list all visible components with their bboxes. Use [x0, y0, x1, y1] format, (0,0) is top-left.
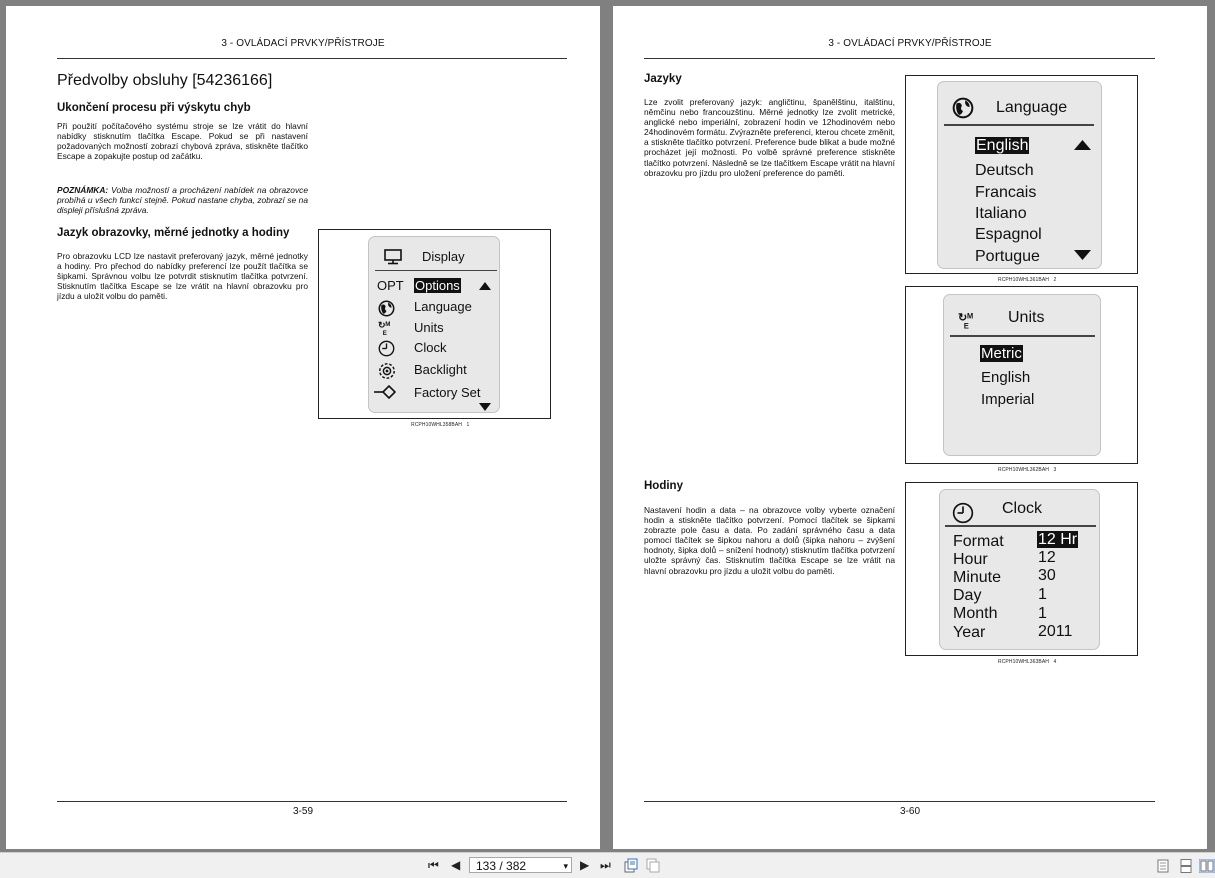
language-item: Francais [975, 184, 1037, 201]
right-page [613, 6, 1207, 849]
left-page [6, 6, 600, 849]
clock-row-value: 1 [1038, 586, 1047, 603]
clock-row-value: 1 [1038, 605, 1047, 622]
continuous-view-icon[interactable] [1180, 859, 1192, 873]
lcd-screen [937, 81, 1102, 269]
lcd-divider [375, 270, 497, 271]
next-page-icon[interactable]: ▶ [580, 858, 590, 872]
chevron-down-icon[interactable]: ▾ [563, 861, 568, 871]
clock-row-label: Year [953, 624, 986, 641]
lcd-title: Display [422, 249, 465, 264]
section-body: Nastavení hodin a data – na obrazovce volby vyberte označení hodin a stiskněte tlačítko potvrzení. Pomocí tlačítek se šipkami zobrazte pole času a data. Po zadání správného času a data pomocí tlačítek se šipkou nahoru a dolů (šipka nahoru – zvýšení hodnoty, šipka dolů – snížení hodnoty) stisknutím tlačítka potvrzení uložte správný čas. Stisknutím tlačítka Escape se lze vrátit na hlavní obrazovku pro jízdu a uložit volbu do paměti. [644, 505, 895, 576]
units-item: Metric [981, 345, 1022, 362]
page-number: 3-60 [899, 806, 920, 817]
footer-rule [644, 801, 1155, 802]
clock-row-value: 12 [1038, 549, 1056, 566]
globe-icon [378, 300, 395, 317]
figure-language-menu [905, 75, 1138, 274]
note [57, 185, 308, 215]
units-item: Imperial [981, 391, 1035, 408]
page-indicator: 133 / 382 [476, 859, 527, 873]
lcd-screen [939, 489, 1100, 650]
page-title: Předvolby obsluhy [54236166] [57, 72, 273, 89]
single-page-view-icon[interactable] [1157, 859, 1169, 873]
globe-icon [952, 97, 974, 119]
language-item: Portugue [975, 248, 1040, 265]
factory-reset-icon [374, 385, 396, 399]
note-text: Volba možností a procházení nabídek na obrazovce probíhá u všech funkcí stejně. Pokud nastane chyba, zobrazí se na displeji příslušná zpráva. [57, 185, 308, 216]
lcd-divider [950, 335, 1095, 337]
clock-row-value: 12 Hr [1038, 531, 1078, 548]
section-heading: Ukončení procesu při výskytu chyb [57, 102, 251, 114]
menu-item-language: Language [414, 299, 472, 314]
lcd-screen [943, 294, 1101, 456]
section-body: Při použití počítačového systému stroje se lze vrátit do hlavní nabídky stisknutím tlačítka Escape. Pokud se při nastavení požadovaných možností zobrazí chybová zpráva, stiskněte tlačítko Escape a zopakujte postup od začátku. [57, 121, 308, 162]
page-number-select[interactable] [469, 857, 572, 873]
scroll-down-arrow-icon [1074, 250, 1091, 260]
figure-code: RCPH10WHL362BAH 3 [998, 467, 1057, 473]
running-head: 3 - OVLÁDACÍ PRVKY/PŘÍSTROJE [221, 38, 385, 49]
clock-row-label: Month [953, 605, 998, 622]
two-page-view-icon[interactable] [1199, 859, 1215, 873]
clock-icon [378, 340, 395, 357]
navigation-toolbar [0, 852, 1215, 878]
units-item: English [981, 369, 1031, 386]
language-item: Italiano [975, 205, 1027, 222]
opt-label: OPT [377, 278, 404, 293]
backlight-icon [378, 362, 396, 380]
language-item: Deutsch [975, 162, 1034, 179]
section-body: Pro obrazovku LCD lze nastavit preferovaný jazyk, měrné jednotky a hodiny. Pro přechod do nabídky preferencí lze použít tlačítka se šipkami. Správnou volbu lze potvrdit stisknutím tlačítka potvrzení. Stisknutím tlačítka Escape se lze vrátit na hlavní obrazovku pro jízdu a uložit volbu do paměti. [57, 251, 308, 302]
page-number: 3-59 [292, 806, 313, 817]
menu-item-options: Options [415, 278, 460, 293]
running-head: 3 - OVLÁDACÍ PRVKY/PŘÍSTROJE [828, 38, 992, 49]
clock-row-value: 30 [1038, 567, 1056, 584]
copy-page-icon[interactable] [646, 858, 660, 873]
clock-row-label: Hour [953, 551, 988, 568]
monitor-icon [383, 249, 403, 265]
figure-code: RCPH10WHL361BAH 2 [998, 277, 1057, 283]
clock-row-label: Format [953, 533, 1004, 550]
rotate-page-icon[interactable] [624, 858, 638, 873]
lcd-title: Language [996, 99, 1068, 116]
section-body: Lze zvolit preferovaný jazyk: angličtinu, španělštinu, italštinu, němčinu nebo francouzštinu. Měrné jednotky lze zvolit metrické, anglické nebo imperiální, zobrazení hodin ve 12hodinovém nebo 24hodinovém formátu. Zvýrazněte preferenci, kterou chcete změnit, a stiskněte tlačítko potvrzení. Preference bude blikat a bude možné procházet její možnosti. Po volbě správné preference stiskněte tlačítko potvrzení. Následně se lze tlačítkem Escape vrátit na hlavní obrazovku pro jízdu pro uložení preference do paměti. [644, 97, 895, 178]
menu-item-backlight: Backlight [414, 362, 467, 377]
language-item: English [976, 137, 1029, 154]
figure-clock-menu [905, 482, 1138, 656]
figure-display-menu [318, 229, 551, 419]
clock-row-value: 2011 [1038, 623, 1073, 640]
lcd-divider [945, 525, 1096, 527]
figure-code: RCPH10WHL358BAH 1 [411, 422, 470, 428]
figure-code: RCPH10WHL363BAH 4 [998, 659, 1057, 665]
section-heading: Hodiny [644, 480, 683, 492]
clock-row-label: Minute [953, 569, 1002, 586]
previous-page-icon[interactable]: ◀ [451, 858, 461, 872]
section-heading: Jazyky [644, 73, 682, 85]
figure-units-menu [905, 286, 1138, 464]
clock-row-label: Day [953, 587, 982, 604]
units-icon: ↻ᴹ ᴱ [378, 320, 391, 339]
scroll-up-arrow-icon [1074, 140, 1091, 150]
section-heading: Jazyk obrazovky, měrné jednotky a hodiny [57, 227, 290, 239]
menu-item-units: Units [414, 320, 444, 335]
lcd-title: Units [1008, 309, 1045, 326]
units-icon: ↻ᴹ ᴱ [958, 312, 973, 334]
scroll-down-arrow-icon [479, 403, 491, 411]
header-rule [644, 58, 1155, 59]
first-page-icon[interactable]: ⏮ [428, 858, 439, 872]
last-page-icon[interactable]: ⏭ [600, 858, 611, 872]
note-label: POZNÁMKA: [57, 185, 109, 195]
lcd-screen [368, 236, 500, 413]
footer-rule [57, 801, 567, 802]
lcd-divider [944, 124, 1094, 126]
scroll-up-arrow-icon [479, 282, 491, 290]
clock-icon [952, 502, 974, 524]
language-item: Espagnol [975, 226, 1042, 243]
lcd-title: Clock [1002, 500, 1043, 517]
menu-item-clock: Clock [414, 340, 447, 355]
menu-item-factory-set: Factory Set [414, 385, 481, 400]
header-rule [57, 58, 567, 59]
